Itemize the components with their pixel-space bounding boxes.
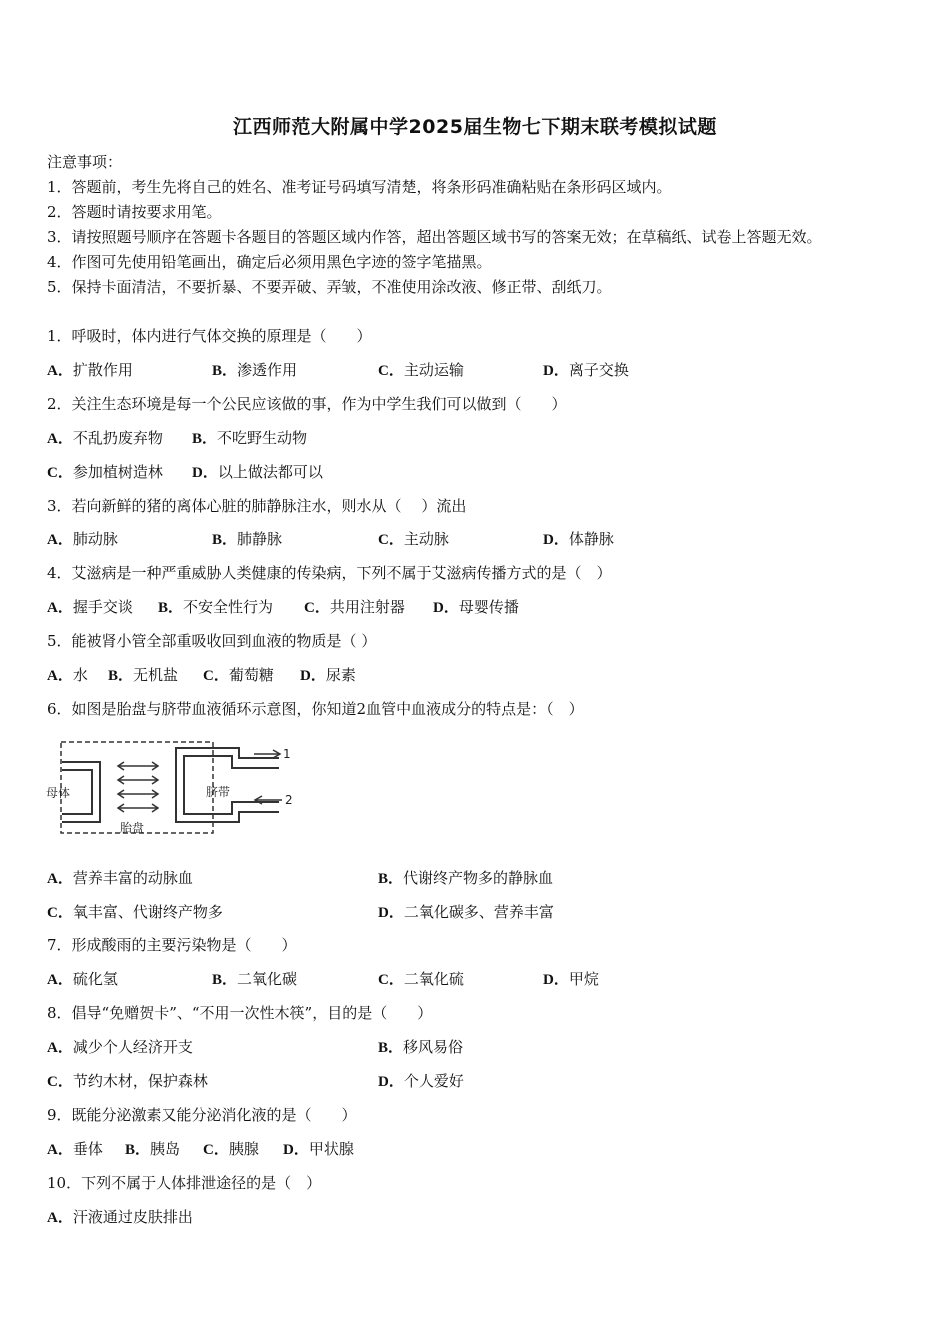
question-stem: 5．能被肾小管全部重吸收回到血液的物质是（ ）: [47, 632, 377, 650]
notice-item: 4．作图可先使用铅笔画出，确定后必须用黑色字迹的签字笔描黑。: [47, 253, 492, 271]
option-d: D．甲烷: [543, 970, 599, 988]
placenta-umbilical-diagram: [44, 740, 296, 840]
notice-heading: 注意事项：: [47, 153, 123, 171]
question-stem: 10．下列不属于人体排泄途径的是（ ）: [47, 1174, 322, 1192]
option-b: B．移风易俗: [378, 1038, 464, 1056]
option-c: C．主动运输: [378, 361, 464, 379]
option-b: B．无机盐: [108, 666, 179, 684]
option-c: C．参加植树造林: [47, 463, 163, 481]
option-b: B．渗透作用: [212, 361, 298, 379]
option-d: D．甲状腺: [283, 1140, 354, 1158]
option-b: B．二氧化碳: [212, 970, 298, 988]
option-b: B．胰岛: [125, 1140, 181, 1158]
option-b: B．代谢终产物多的静脉血: [378, 869, 554, 887]
question-stem: 3．若向新鲜的猪的离体心脏的肺静脉注水，则水从（ ）流出: [47, 497, 467, 515]
option-a: A．肺动脉: [47, 530, 118, 548]
option-a: A．减少个人经济开支: [47, 1038, 193, 1056]
question-stem: 2．关注生态环境是每一个公民应该做的事，作为中学生我们可以做到（ ）: [47, 395, 567, 413]
notice-item: 2．答题时请按要求用笔。: [47, 203, 222, 221]
mother-label: 母体: [46, 786, 71, 800]
option-c: C．二氧化硫: [378, 970, 464, 988]
option-a: A．垂体: [47, 1140, 103, 1158]
option-c: C．氧丰富、代谢终产物多: [47, 903, 223, 921]
question-stem: 8．倡导“免赠贺卡”、“不用一次性木筷”，目的是（ ）: [47, 1004, 433, 1022]
option-b: B．肺静脉: [212, 530, 283, 548]
notice-item: 1．答题前，考生先将自己的姓名、准考证号码填写清楚，将条形码准确粘贴在条形码区域内。: [47, 178, 672, 196]
option-d: D．离子交换: [543, 361, 629, 379]
question-stem: 9．既能分泌激素又能分泌消化液的是（ ）: [47, 1106, 357, 1124]
question-stem: 7．形成酸雨的主要污染物是（ ）: [47, 936, 297, 954]
umbilical-label: 脐带: [206, 785, 231, 799]
option-a: A．扩散作用: [47, 361, 133, 379]
page-title: 江西师范大附属中学2025届生物七下期末联考模拟试题: [233, 116, 717, 138]
exchange-arrows: [118, 762, 158, 812]
option-a: A．硫化氢: [47, 970, 118, 988]
option-d: D．个人爱好: [378, 1072, 464, 1090]
option-c: C．共用注射器: [304, 598, 405, 616]
option-a: A．汗液通过皮肤排出: [47, 1208, 193, 1226]
vessel-1-label: 1: [283, 747, 291, 761]
option-d: D．二氧化碳多、营养丰富: [378, 903, 554, 921]
option-d: D．母婴传播: [433, 598, 519, 616]
notice-item: 3．请按照题号顺序在答题卡各题目的答题区域内作答，超出答题区域书写的答案无效；在草稿纸、试卷上答题无效。: [47, 228, 822, 246]
option-c: C．主动脉: [378, 530, 449, 548]
option-d: D．尿素: [300, 666, 356, 684]
option-b: B．不安全性行为: [158, 598, 274, 616]
question-stem: 1．呼吸时，体内进行气体交换的原理是（ ）: [47, 327, 372, 345]
question-stem: 4．艾滋病是一种严重威胁人类健康的传染病，下列不属于艾滋病传播方式的是（ ）: [47, 564, 612, 582]
option-a: A．不乱扔废弃物: [47, 429, 163, 447]
option-a: A．营养丰富的动脉血: [47, 869, 193, 887]
option-c: C．胰腺: [203, 1140, 259, 1158]
question-stem: 6．如图是胎盘与脐带血液循环示意图，你知道2血管中血液成分的特点是：（ ）: [47, 700, 584, 718]
option-b: B．不吃野生动物: [192, 429, 308, 447]
placenta-label: 胎盘: [120, 821, 145, 835]
fetal-vessel-inner: [184, 756, 279, 814]
notice-item: 5．保持卡面清洁，不要折暴、不要弄破、弄皱，不准使用涂改液、修正带、刮纸刀。: [47, 278, 612, 296]
vessel-2-label: 2: [285, 793, 293, 807]
option-a: A．水: [47, 666, 88, 684]
option-c: C．节约木材，保护森林: [47, 1072, 208, 1090]
option-d: D．以上做法都可以: [192, 463, 323, 481]
option-d: D．体静脉: [543, 530, 614, 548]
option-c: C．葡萄糖: [203, 666, 274, 684]
option-a: A．握手交谈: [47, 598, 133, 616]
